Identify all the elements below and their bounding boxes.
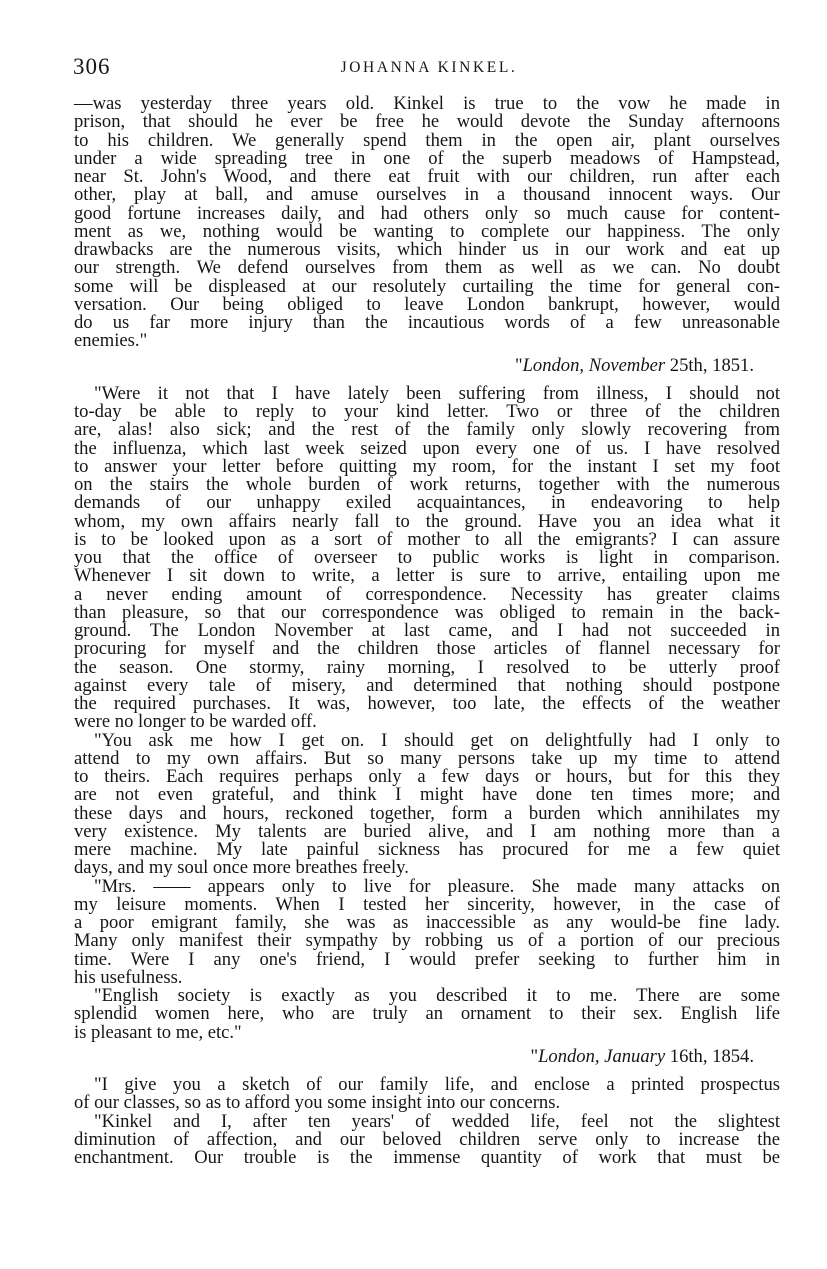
text-line: are, alas! also sick; and the rest of the family only slowly recovering from [74,419,780,441]
text-line: the influenza, which last week seized upon every one of us. I have resolved [74,437,780,459]
text-line: the required purchases. It was, however, too late, the effects of the weather [74,693,780,714]
dateline-quote: " [530,1045,539,1067]
text-line: is to be looked upon as a sort of mother to all the emigrants? I can assure [74,528,780,550]
dateline-quote: " [514,354,523,376]
dateline-place: London, November [522,354,666,376]
text-line: good fortune increases daily, and had others only so much cause for content- [74,202,780,224]
paragraph-letter-1 [74,95,780,351]
text-line: near St. John's Wood, and there eat fruit with our children, run after each [74,166,780,187]
text-line: "Kinkel and I, after ten years' of wedded life, feel not the slightest [94,1110,780,1132]
text-line: "I give you a sketch of our family life, and enclose a printed prospectus [94,1074,780,1095]
text-line: other, play at ball, and amuse ourselves in a thousand innocent ways. Our [74,184,780,206]
text-line: the season. One stormy, rainy morning, I resolved to be utterly proof [74,656,780,678]
dateline-place: London, January [538,1045,666,1067]
text-line: Whenever I sit down to write, a letter is sure to arrive, entailing upon me [74,565,780,587]
text-line: ground. The London November at last came, and I had not succeeded in [74,620,780,641]
text-line: my leisure moments. When I tested her sincerity, however, in the case of [74,893,780,915]
text-line: versation. Our being obliged to leave London bankrupt, however, would [74,293,780,315]
text-line: you that the office of overseer to public works is light in comparison. [74,547,780,568]
dateline-day: 25th, [669,354,708,376]
body-text [74,95,780,1167]
text-line: "Were it not that I have lately been suffering from illness, I should not [94,382,780,404]
text-line: enchantment. Our trouble is the immense quantity of work that must be [74,1147,780,1168]
text-line: prison, that should he ever be free he would devote the Sunday afternoons [74,111,780,133]
text-line: were no longer to be warded off. [74,711,317,733]
text-line: to his children. We generally spend them in the open air, plant ourselves [74,129,780,151]
text-line: splendid women here, who are truly an ornament to their sex. English life [74,1003,780,1025]
paragraph-letter-6 [74,1076,780,1113]
text-line: to-day be able to reply to your kind letter. Two or three of the children [74,401,780,422]
text-line: under a wide spreading tree in one of the superb meadows of Hampstead, [74,147,780,169]
paragraph-letter-7 [74,1110,780,1168]
text-line: his usefulness. [74,966,183,988]
text-line: these days and hours, reckoned together, form a burden which annihilates my [74,802,780,824]
text-line: Many only manifest their sympathy by robbing us of a portion of our precious [74,930,780,952]
text-line: attend to my own affairs. But so many persons take up my time to attend [74,747,780,769]
text-line: drawbacks are the numerous visits, which hinder us in our work and eat up [74,239,780,260]
text-line: is pleasant to me, etc." [74,1021,242,1043]
text-line: "English society is exactly as you described it to me. There are some [94,985,780,1006]
text-line: days, and my soul once more breathes freely. [74,857,409,879]
page-number: 306 [73,54,111,79]
dateline-year: 1854. [712,1045,754,1067]
text-line: diminution of affection, and our beloved children serve only to increase the [74,1128,780,1150]
text-line: whom, my own affairs nearly fall to the ground. Have you an idea what it [74,510,780,532]
text-line: a never ending amount of correspondence. Necessity has greater claims [74,583,780,605]
text-line: —was yesterday three years old. Kinkel is true to the vow he made in [74,93,780,114]
text-line: than pleasure, so that our correspondence was obliged to remain in the back- [74,601,780,623]
text-line: time. Were I any one's friend, I would prefer seeking to further him in [74,948,780,970]
text-line: "Mrs. —— appears only to live for pleasure. She made many attacks on [94,875,780,897]
text-line: procuring for myself and the children those articles of flannel necessary for [74,638,780,660]
running-head: JOHANNA KINKEL. [340,59,518,76]
text-line: on the stairs the whole burden of work returns, together with the numerous [74,474,780,495]
text-line: some will be displeased at our resolutely curtailing the time for general con- [74,275,780,297]
dateline-1854 [74,1045,780,1067]
paragraph-letter-4 [74,875,780,988]
paragraph-letter-2 [74,382,780,733]
dateline-year: 1851. [712,354,754,376]
text-line: a poor emigrant family, she was as inaccessible as any would-be fine lady. [74,912,780,933]
text-line: against every tale of misery, and determined that nothing should postpone [74,674,780,696]
text-line: are not even grateful, and think I might have done ten times more; and [74,784,780,806]
text-line: ment as we, nothing would be wanting to complete our happiness. The only [74,220,780,242]
text-line: "You ask me how I get on. I should get on delightfully had I only to [94,729,780,751]
text-line: mere machine. My late painful sickness has procured for me a few quiet [74,839,780,860]
paragraph-letter-3 [74,729,780,879]
text-line: to answer your letter before quitting my room, for the instant I set my foot [74,455,780,477]
paragraph-letter-5 [74,987,780,1042]
dateline-1851 [74,354,780,376]
dateline-day: 16th, [669,1045,708,1067]
text-line: of our classes, so as to afford you some insight into our concerns. [74,1092,561,1114]
page-header [73,52,785,86]
text-line: our strength. We defend ourselves from them as well as we can. No doubt [74,257,780,279]
text-line: demands of our unhappy exiled acquaintances, in endeavoring to help [74,492,780,514]
text-line: very existence. My talents are buried alive, and I am nothing more than a [74,820,780,842]
text-line: to theirs. Each requires perhaps only a few days or hours, but for this they [74,766,780,787]
text-line: do us far more injury than the incautious words of a few unreasonable [74,312,780,333]
text-line: enemies." [74,330,148,352]
